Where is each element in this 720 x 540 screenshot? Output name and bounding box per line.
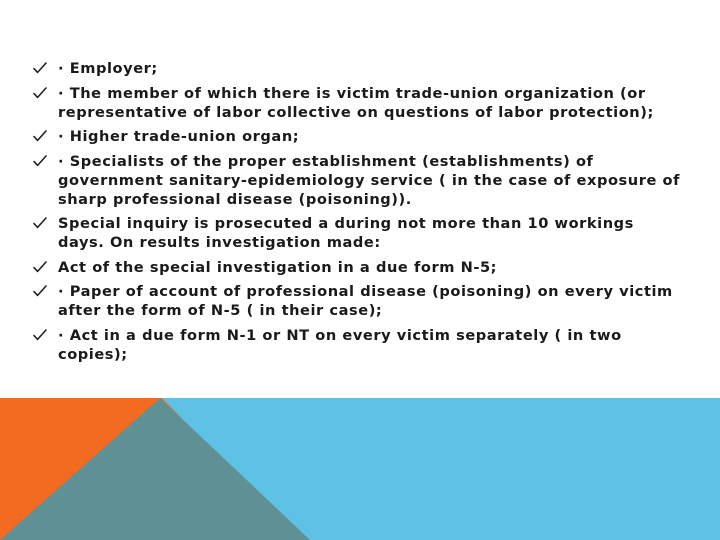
bullet-item xyxy=(32,214,682,252)
bullet-text: Act of the special investigation in a due form N-5; xyxy=(58,258,498,276)
check-icon xyxy=(32,327,48,343)
check-icon xyxy=(32,85,48,101)
bullet-text: · The member of which there is victim trade-union organization (or representative of labor collective on questions of labor protection); xyxy=(58,84,654,121)
bullet-item xyxy=(32,127,682,146)
content-area xyxy=(32,59,682,369)
check-icon xyxy=(32,215,48,231)
bullet-text: · Paper of account of professional disease (poisoning) on every victim after the form of N-5 ( in their case); xyxy=(58,283,673,319)
bullet-text: · Specialists of the proper establishment (establishments) of government sanitary-epidemiology service ( in the case of exposure of sharp professional disease (poisoning)). xyxy=(58,152,681,208)
check-icon xyxy=(32,259,48,275)
check-icon xyxy=(32,283,48,299)
check-icon xyxy=(32,60,48,76)
bullet-item xyxy=(32,326,682,364)
bullet-list xyxy=(32,59,682,364)
bullet-item xyxy=(32,84,682,122)
bullet-text: · Employer; xyxy=(58,60,158,77)
bullet-text: · Higher trade-union organ; xyxy=(58,128,300,145)
bullet-item xyxy=(32,258,682,277)
bullet-text: Special inquiry is prosecuted a during not more than 10 workings days. On results investigation made: xyxy=(58,215,634,251)
check-icon xyxy=(32,153,48,169)
bullet-item xyxy=(32,282,682,320)
bullet-item xyxy=(32,59,682,78)
bullet-item xyxy=(32,152,682,209)
check-icon xyxy=(32,128,48,144)
bullet-text: · Act in a due form N-1 or NT on every victim separately ( in two copies); xyxy=(58,326,622,363)
